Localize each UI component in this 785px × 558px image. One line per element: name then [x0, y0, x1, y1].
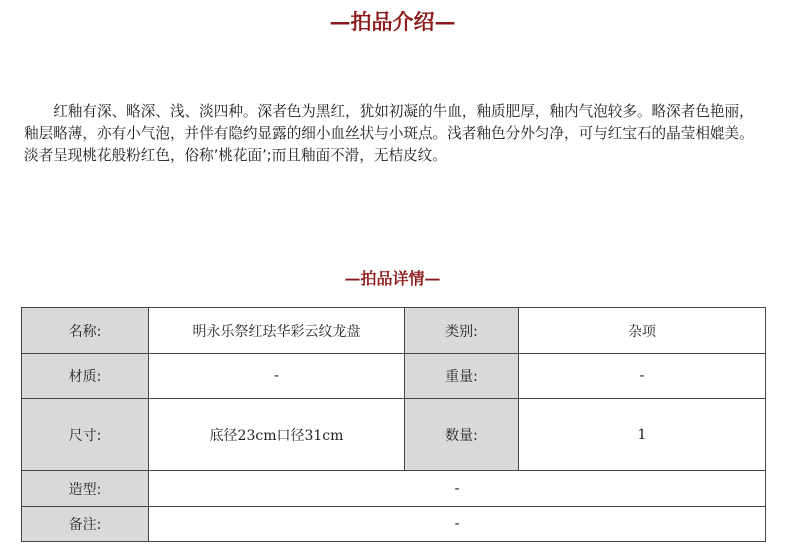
weight-value: - [519, 354, 766, 399]
quantity-label: 数量: [405, 399, 519, 471]
name-value: 明永乐祭红珐华彩云纹龙盘 [149, 308, 405, 354]
details-table [21, 307, 766, 542]
size-label: 尺寸: [22, 399, 149, 471]
material-label: 材质: [22, 354, 149, 399]
quantity-value: 1 [519, 399, 766, 471]
table-row [22, 471, 766, 507]
name-label: 名称: [22, 308, 149, 354]
intro-paragraph: 红釉有深、略深、浅、淡四种。深者色为黑红，犹如初凝的牛血，釉质肥厚，釉内气泡较多。略深者色艳丽，釉层略薄，亦有小气泡，并伴有隐约显露的细小血丝状与小斑点。浅者釉色分外匀净，可与红宝石的晶莹相媲美。淡者呈现桃花般粉红色，俗称’桃花面’;而且釉面不滑，无桔皮纹。 [24, 103, 754, 164]
category-label: 类别: [405, 308, 519, 354]
details-title: —拍品详情— [344, 269, 441, 288]
category-value: 杂项 [519, 308, 766, 354]
table-row [22, 399, 766, 471]
table-row [22, 308, 766, 354]
size-value: 底径23cm口径31cm [149, 399, 405, 471]
shape-label: 造型: [22, 471, 149, 507]
remark-label: 备注: [22, 507, 149, 542]
table-row [22, 507, 766, 542]
page-title: —拍品介绍— [329, 9, 456, 34]
shape-value: - [149, 471, 766, 507]
table-row [22, 354, 766, 399]
remark-value: - [149, 507, 766, 542]
material-value: - [149, 354, 405, 399]
weight-label: 重量: [405, 354, 519, 399]
